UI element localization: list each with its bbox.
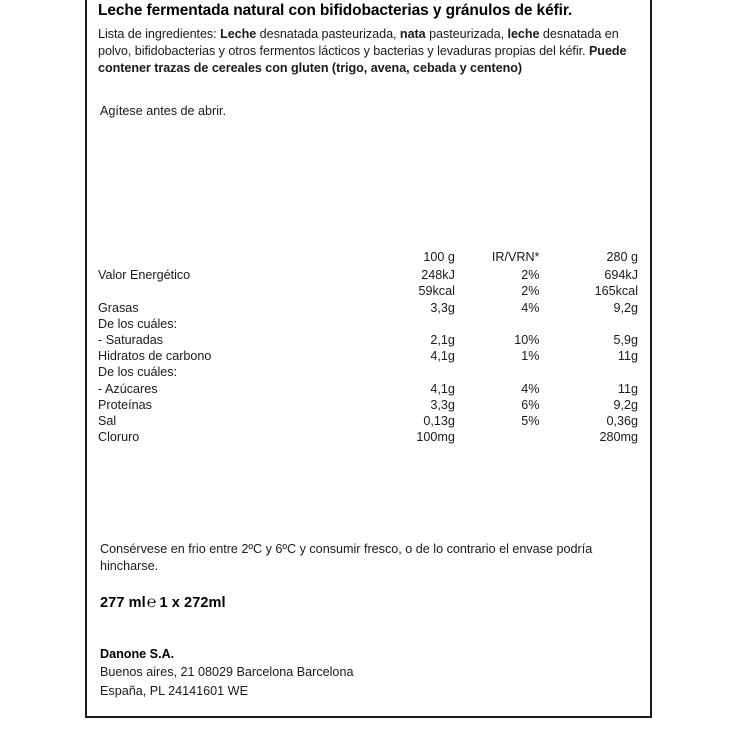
table-row [98,316,638,332]
net-volume-value: 277 ml [100,595,146,611]
ingredients-prefix: Lista de ingredientes: [98,27,221,42]
nutrient-percent: 10% [514,333,540,348]
ingredient-text-1: desnatada pasteurizada, [256,27,400,42]
company-country: España, PL 24141601 WE [100,683,248,698]
nutrient-label [98,283,392,299]
nutrient-value-100g: 2,1g [430,333,455,348]
nutrient-value-280g [567,316,638,332]
column-header-irvrn: IR/VRN* [491,250,540,264]
ingredient-bold-3: leche [507,27,540,42]
nutrient-label: De los cuáles: [98,365,178,380]
nutrient-value-280g: 165kcal [594,284,638,299]
ingredients-paragraph [98,26,636,76]
nutrition-table [98,249,638,445]
nutrient-label: - Azúcares [98,381,158,396]
nutrient-label: Proteínas [98,397,152,412]
ingredient-bold-2: nata [399,27,426,42]
ingredient-text-2: pasteurizada, [425,27,508,42]
nutrient-value-280g: 11g [617,381,638,396]
nutrient-label: Grasas [98,300,139,315]
column-header-280g: 280 g [606,250,638,264]
nutrient-percent [491,429,568,445]
table-row [98,397,638,413]
table-header-row [98,249,638,267]
allergen-warning: Puede contener trazas de cereales con gluten (trigo, avena, cebada y centeno) [98,43,627,75]
nutrient-value-100g: 100mg [416,430,455,445]
company-block [100,645,353,700]
nutrient-value-280g: 694kJ [604,268,638,283]
nutrient-percent: 4% [521,300,540,315]
nutrition-table-head [98,249,638,267]
nutrient-percent [491,316,568,332]
nutrient-value-280g: 280mg [599,430,638,445]
table-row [98,364,638,380]
storage-instructions: Consérvese en frio entre 2ºC y 6ºC y consumir fresco, o de lo contrario el envase podría hincharse. [100,542,593,573]
net-volume [100,594,226,612]
table-row [98,381,638,397]
table-row [98,332,638,348]
table-row [98,348,638,364]
nutrient-value-100g: 3,3g [430,397,455,412]
nutrient-value-280g: 5,9g [613,333,638,348]
nutrient-label: - Saturadas [98,333,164,348]
nutrient-percent [491,364,568,380]
ingredient-text-3: desnatada en polvo, bifidobacterias y otros fermentos lácticos y bacterias y levaduras propias del kéfir. [98,27,619,58]
nutrient-value-280g: 11g [617,349,638,364]
nutrient-label: Sal [98,414,117,429]
table-row [98,413,638,429]
ingredient-bold-1: Leche [220,27,257,42]
nutrient-value-100g [392,364,491,380]
nutrient-value-280g [567,364,638,380]
company-name: Danone S.A. [100,647,175,661]
nutrient-percent: 2% [521,284,540,299]
table-row [98,283,638,299]
nutrient-value-280g: 9,2g [613,300,638,315]
nutrient-label: Valor Energético [98,268,191,283]
nutrient-percent: 4% [521,381,540,396]
nutrient-label: Cloruro [98,430,140,445]
nutrient-percent: 1% [521,349,540,364]
nutrient-value-100g [392,316,491,332]
nutrition-table-body [98,267,638,445]
estimated-sign-icon: ℮ [146,594,157,611]
nutrient-percent: 2% [521,268,540,283]
nutrient-value-280g: 0,36g [606,414,638,429]
nutrient-value-100g: 4,1g [430,381,455,396]
pack-count: 1 x 272ml [159,595,226,611]
shake-instruction: Agítese antes de abrir. [100,104,227,119]
nutrient-label: Hidratos de carbono [98,349,212,364]
nutrient-percent: 5% [521,414,540,429]
nutrition-label-panel [85,0,652,718]
nutrient-value-100g: 0,13g [423,414,455,429]
nutrient-percent: 6% [521,397,540,412]
nutrient-value-100g: 4,1g [430,349,455,364]
company-address: Buenos aires, 21 08029 Barcelona Barcelona [100,665,354,680]
nutrient-value-280g: 9,2g [613,397,638,412]
nutrient-value-100g: 3,3g [430,300,455,315]
table-row [98,267,638,283]
table-row [98,429,638,445]
nutrient-label: De los cuáles: [98,316,178,331]
nutrient-value-100g: 248kJ [421,268,455,283]
nutrient-value-100g: 59kcal [418,284,455,299]
page-title: Leche fermentada natural con bifidobacterias y gránulos de kéfir. [98,2,573,19]
table-row [98,300,638,316]
column-header-blank [98,249,392,267]
column-header-100g: 100 g [423,250,455,264]
